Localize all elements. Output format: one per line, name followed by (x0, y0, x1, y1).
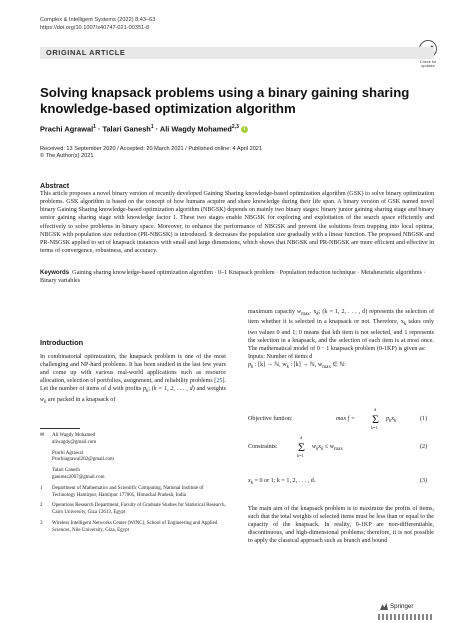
math-expr: max f = (336, 416, 356, 422)
eq2-rhs (312, 444, 343, 452)
footer-mark (378, 614, 434, 620)
aim-paragraph: The main aim of the knapsack problem is to maximize the profits of items, such that the total weights of selected items must be less than or equal to the capacity of the knapsack. In reality, 0-1KP are non-differentiable, discontinuous, and high-dimensional problems; therefore, it is not possible to apply the classical approach such as branch and bound (248, 506, 434, 545)
eq2-label: Constraints: (248, 444, 278, 450)
text-run: . x (309, 309, 317, 315)
math-expr: k = 1, 2, . . . , d (153, 386, 193, 393)
paper-title: Solving knapsack problems using a binary gaining sharing knowledge-based optimization algorithm (40, 85, 410, 117)
text-run: : [k] → ℕ, w (253, 362, 287, 368)
math-var: x (248, 478, 251, 484)
citation-link[interactable]: 25 (216, 378, 223, 385)
math-sub: k (44, 398, 47, 405)
affiliation: Department of Mathematics and Scientific Computing, National Institute of Technology Hamirpur, Hamirpur 177005, Himachal Pradesh, India (52, 485, 204, 498)
contact-name: Prachi Agrawal (52, 450, 83, 456)
text-run: maximum capacity (248, 309, 298, 315)
author-affiliation-mark: 2,3 (231, 124, 239, 130)
text-run: with profits (111, 386, 143, 393)
math-sub: k (321, 446, 324, 453)
text-run: In combinatorial optimization, the knapsack problem is one of the most challenging and NP-hard problems. It has been studied in the last few years and come up with various real-world applications such as resource allocation, selection of portfolios, assignment, and reliability problems [ (40, 354, 226, 385)
math-sub: k (146, 388, 149, 395)
sum-upper: d (300, 435, 303, 440)
article-type-banner (40, 47, 434, 59)
affiliation-number: 1 (40, 485, 43, 491)
contact-name: Talari Ganesh (52, 468, 80, 474)
text-run: ≤ w (323, 444, 335, 450)
keywords (40, 269, 434, 285)
publication-dates (40, 146, 262, 161)
publisher-logo (380, 603, 413, 610)
author-name[interactable]: Talari Ganesh (102, 124, 151, 134)
springer-horse-icon (380, 603, 388, 610)
abstract-heading: Abstract (40, 181, 70, 190)
eq2-sum (296, 435, 310, 463)
eq1-lhs (336, 416, 355, 422)
math-var: p (248, 362, 252, 368)
math-sub: k (394, 418, 397, 425)
math-sub: max (334, 446, 343, 453)
author-list (40, 124, 248, 133)
envelope-icon: ✉ (40, 433, 45, 438)
eq1-label: Objective funtion: (248, 416, 293, 422)
abstract-text: This article proposes a novel binary version of recently developed Gaining Sharing knowledge-based optimization algorithm (GSK) to solve binary optimization problems. GSK algorithm is based on the concept of how humans acquire and share knowledge during their life span. A binary version of GSK named novel binary Gaining Sharing knowledge-based optimization algorithm (NBGSK) depends on mainly two binary stages: binary junior gaining sharing stage and binary senior gaining sharing stage with knowledge factor 1. These two stages enable NBGSK for exploring and exploitation of the search space efficiently and effectively to solve problems in binary space. Moreover, to enhance the performance of NBGSK and prevent the solutions from trapping into local optima, NBGSK with population size reduction (PR-NBGSK) is introduced. It decreases the population size gradually with a linear function. The proposed NBGSK and PR-NBGSK applied to set of knapsack instances with small and large dimensions, which shows that NBGSK and PR-NBGSK are more efficient and effective in terms of convergence, robustness, and accuracy. (40, 191, 434, 255)
affiliation: Operations Research Department, Faculty of Graduate Studies for Statistical Research, Cairo University, Giza 12613, Egypt (52, 503, 226, 516)
journal-header (40, 17, 155, 32)
author-separator: · (95, 124, 103, 134)
copyright-line: © The Author(s) 2021 (40, 153, 94, 160)
math-sub: k (316, 446, 319, 453)
introduction-heading: Introduction (40, 338, 84, 347)
math-var: w (40, 396, 45, 403)
contact-email[interactable]: aliwagdy@gmail.com (52, 439, 97, 445)
math-var: d (107, 386, 111, 393)
eq1-rhs (386, 416, 396, 424)
text-run: ∈ ℕ: (330, 362, 346, 368)
math-sub: k (251, 364, 254, 371)
affiliation-number: 3 (40, 520, 43, 526)
math-var: w (312, 444, 317, 450)
eq2-number: (2) (420, 444, 428, 450)
math-sub: k (403, 321, 407, 328)
eq1-sum (370, 407, 384, 435)
eq1-number: (1) (420, 416, 428, 422)
affiliation-number: 2 (40, 503, 43, 509)
keywords-label: Keywords (40, 269, 70, 276)
math-sub: k (286, 364, 289, 371)
math-sub: max (322, 364, 331, 371)
inputs-def-line (248, 361, 434, 371)
author-name[interactable]: Ali Wagdy Mohamed (159, 124, 232, 134)
math-sub: k (389, 418, 392, 425)
text-run: : [k] → ℕ, w (288, 362, 323, 368)
math-sub: max (301, 311, 310, 318)
journal-citation: Complex & Intelligent Systems (2022) 8:43–63 (40, 17, 156, 23)
article-type-label: ORIGINAL ARTICLE (46, 48, 126, 57)
author-affiliation-mark: 1 (93, 124, 96, 130)
sigma-symbol: Σ (298, 440, 305, 454)
dates-line: Received: 13 September 2020 / Accepted: 20 March 2021 / Published online: 4 April 2021 (40, 146, 263, 152)
badge-label: Check for updates (419, 60, 437, 69)
affiliation: Wireless Intelligent Networks Center (WINC), School of Engineering and Applied Sciences, Nile University, Giza, Egypt (52, 520, 218, 533)
math-var: x (391, 416, 395, 422)
footnote-rule (40, 428, 80, 429)
text-run: ; (k = 1, 2, . . . , d) represents the selection of item whether it is selected in a knapsack or not. Therefore, x (248, 309, 435, 326)
math-sub: k (316, 311, 319, 318)
text-run: are packed in a knapsack of (46, 396, 116, 403)
text-run: = 0 or 1; k = 1, 2, . . . , d. (252, 478, 316, 484)
contact-email[interactable]: Prachiagrawal202@gmail.com (52, 457, 114, 463)
eq3 (248, 478, 315, 486)
contact-email[interactable]: ganimsc2007@gmail.com (52, 474, 105, 480)
contact-name: Ali Wagdy Mohamed (52, 433, 96, 438)
text-run: ; ( (148, 386, 154, 393)
model-paragraph (248, 308, 434, 371)
sum-upper: d (374, 407, 377, 412)
text-run: takes only two values 0 and 1; 0 means that kth item is not selected, and 1 represents the selection in a knapsack, and the selection of each item is at most once. The mathematical model of 0 − 1 knapsack problem (0-1KP) is given as: (248, 319, 434, 352)
author-contacts (40, 433, 226, 539)
sum-lower: k=1 (297, 453, 304, 458)
text-run: ) and weights (192, 386, 226, 393)
orcid-icon[interactable]: i (241, 126, 248, 133)
sum-lower: k=1 (371, 425, 378, 430)
author-name[interactable]: Prachi Agrawal (40, 124, 94, 134)
author-separator: · (153, 124, 160, 134)
math-var: p (386, 416, 390, 422)
eq3-number: (3) (420, 478, 428, 484)
doi-link[interactable]: https://doi.org/10.1007/s40747-021-00351-8 (40, 24, 150, 31)
math-var: x (318, 444, 322, 450)
math-var: p (142, 386, 146, 393)
sigma-symbol: Σ (372, 412, 379, 426)
math-var: w (297, 309, 302, 315)
inputs-line: Inputs: Number of items d (248, 353, 313, 360)
publisher-name: Springer (390, 603, 414, 611)
math-sub: k (250, 480, 253, 487)
text-run: ]. Let the number of items of (40, 378, 226, 393)
author-affiliation-mark: 1 (150, 124, 154, 130)
keywords-text: Gaining sharing knowledge-based optimization algorithm · 0–1 Knapsack problem · Population reduction technique · Metaheuristic algorithms · Binary variables (40, 270, 426, 285)
introduction-paragraph (40, 353, 226, 406)
